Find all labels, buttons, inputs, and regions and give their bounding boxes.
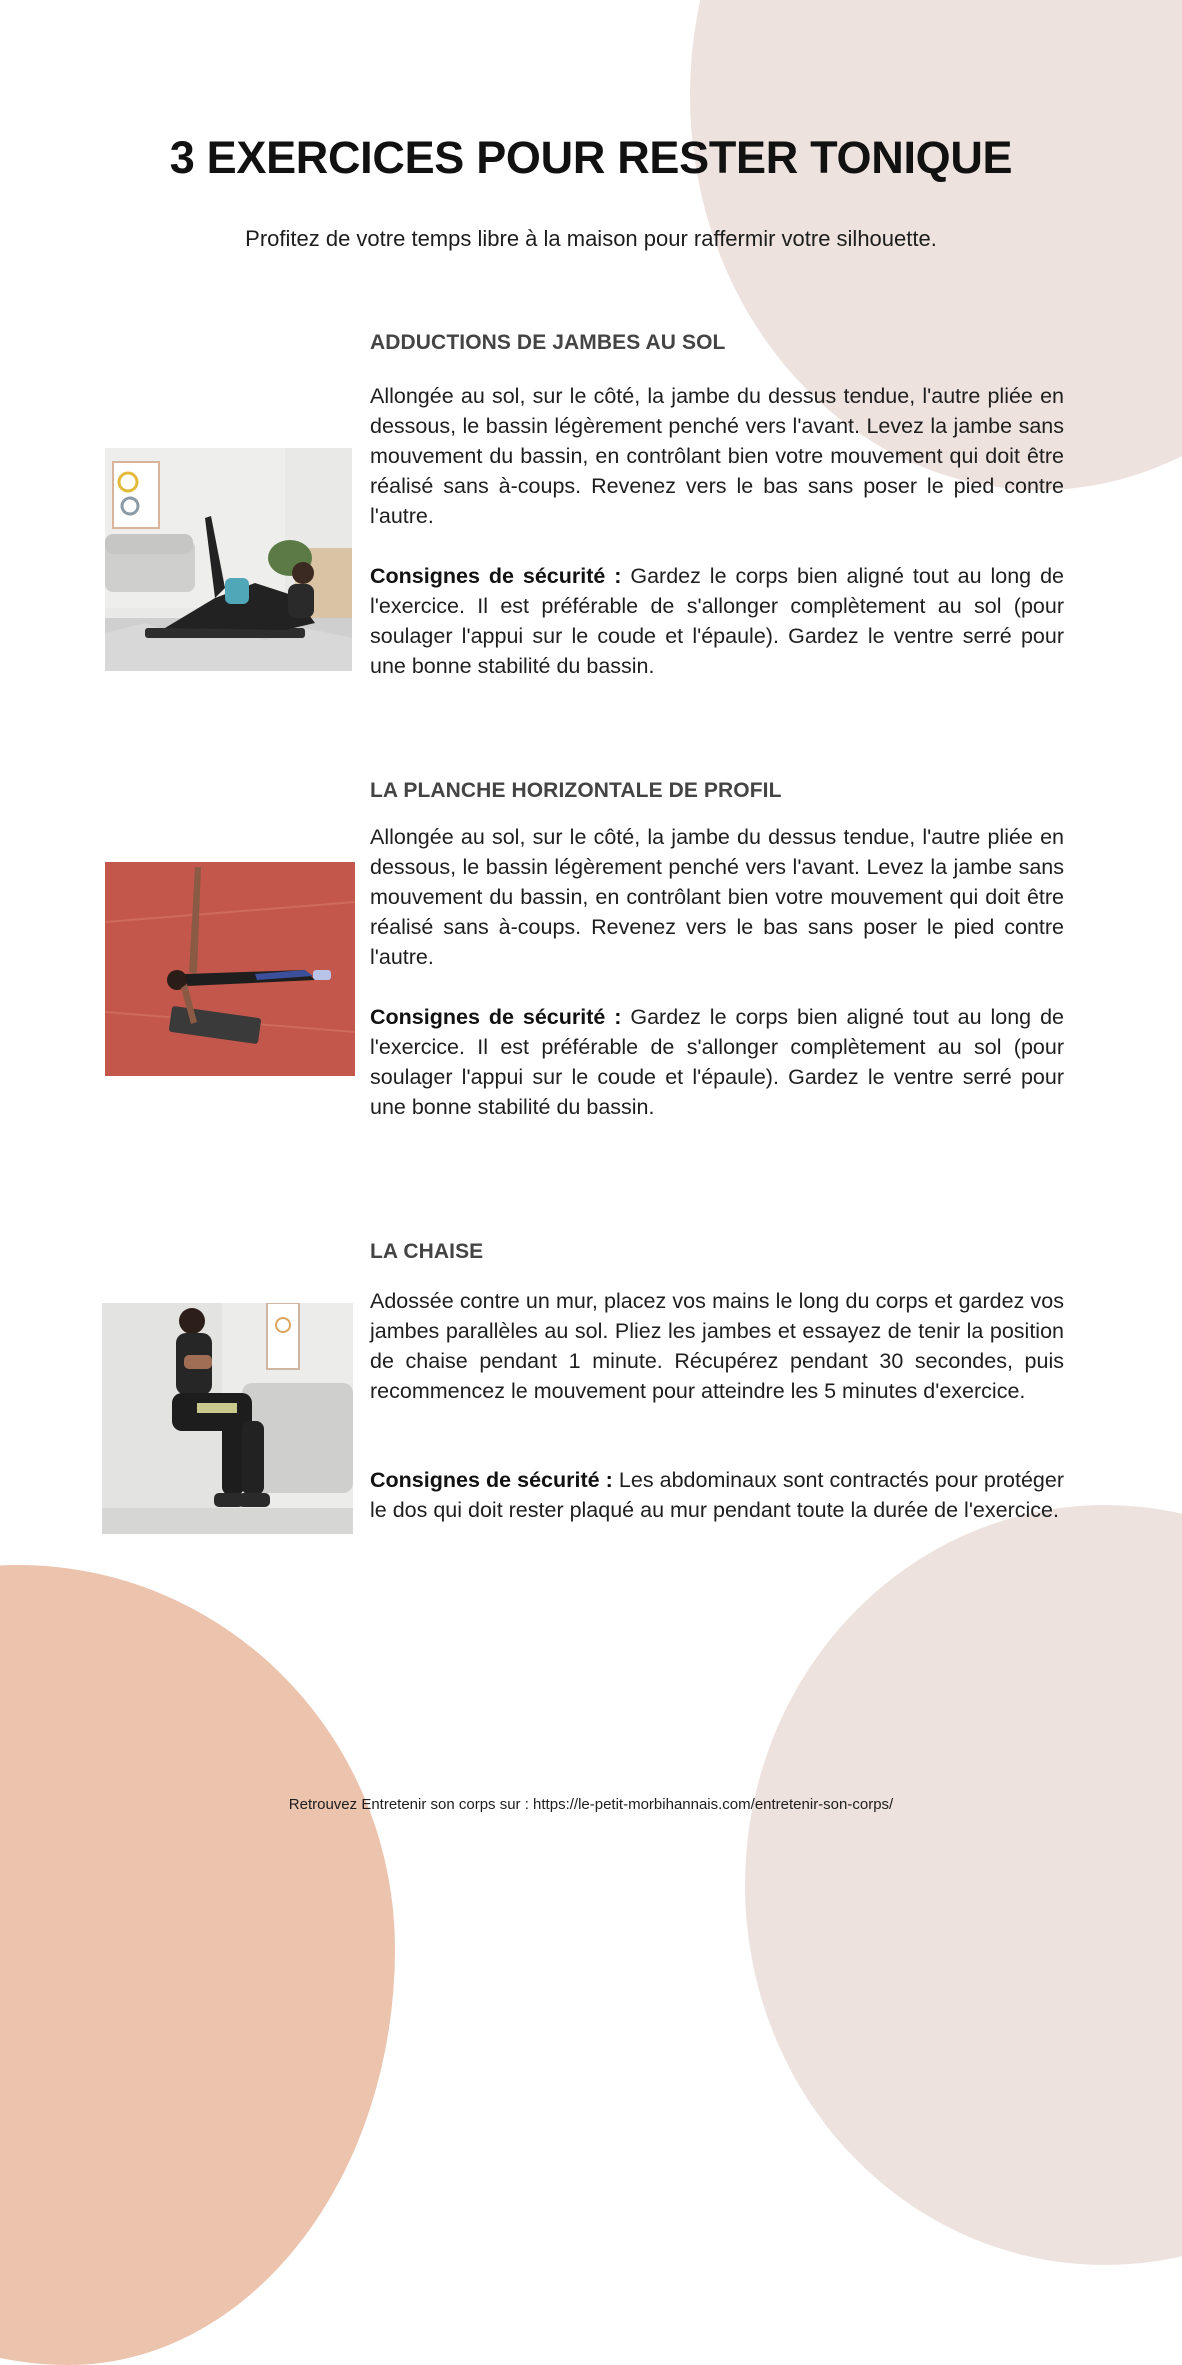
exercise-3-description: Adossée contre un mur, placez vos mains le long du corps et gardez vos jambes parallèles au sol. Pliez les jambes et essayez de tenir la position de chaise pendant 1 minute. Récupérez pendant 30 secondes, puis recommencez le mouvement pour atteindre les 5 minutes d'exercice. [370, 1289, 1064, 1403]
exercise-2-safety-text: Gardez le corps bien aligné tout au long de l'exercice. Il est préférable de s'allonger complètement au sol (pour soulager l'appui sur le coude et l'épaule). Gardez le ventre serré pour une bonne stabilité du bassin. [370, 1005, 1064, 1119]
exercise-1-safety-text: Gardez le corps bien aligné tout au long de l'exercice. Il est préférable de s'allonger complètement au sol (pour soulager l'appui sur le coude et l'épaule). Gardez le ventre serré pour une bonne stabilité du bassin. [370, 564, 1064, 678]
exercise-2-photo [105, 862, 355, 1076]
page-subtitle: Profitez de votre temps libre à la maison pour raffermir votre silhouette. [245, 226, 937, 251]
exercise-1-safety [370, 561, 1064, 681]
footer-source-line: Retrouvez Entretenir son corps sur : https://le-petit-morbihannais.com/entretenir-son-corps/ [288, 1796, 894, 1813]
exercise-3-safety [370, 1465, 1064, 1525]
exercise-2-safety [370, 1002, 1064, 1122]
exercise-3-safety-label: Consignes de sécurité : [370, 1468, 613, 1492]
exercise-3-photo [102, 1303, 353, 1534]
exercise-1-title: ADDUCTIONS DE JAMBES AU SOL [370, 331, 726, 354]
exercise-3-safety-text: Les abdominaux sont contractés pour protéger le dos qui doit rester plaqué au mur pendant toute la durée de l'exercice. [370, 1468, 1064, 1522]
exercise-1-safety-label: Consignes de sécurité : [370, 564, 622, 588]
page-title: 3 EXERCICES POUR RESTER TONIQUE [169, 132, 1013, 183]
exercise-3-title: LA CHAISE [370, 1240, 484, 1263]
exercise-2-safety-label: Consignes de sécurité : [370, 1005, 622, 1029]
exercise-1-description: Allongée au sol, sur le côté, la jambe du dessus tendue, l'autre pliée en dessous, le bassin légèrement penché vers l'avant. Levez la jambe sans mouvement du bassin, en contrôlant bien votre mouvement qui doit être réalisé sans à-coups. Revenez vers le bas sans poser le pied contre l'autre. [370, 384, 1064, 528]
decorative-blob-bottom-right [745, 1505, 1182, 2265]
exercise-2-description: Allongée au sol, sur le côté, la jambe du dessus tendue, l'autre pliée en dessous, le bassin légèrement penché vers l'avant. Levez la jambe sans mouvement du bassin, en contrôlant bien votre mouvement qui doit être réalisé sans à-coups. Revenez vers le bas sans poser le pied contre l'autre. [370, 825, 1064, 969]
exercise-2-title: LA PLANCHE HORIZONTALE DE PROFIL [370, 779, 782, 802]
decorative-blob-bottom-left [0, 1565, 395, 2365]
exercise-1-photo [105, 448, 352, 671]
